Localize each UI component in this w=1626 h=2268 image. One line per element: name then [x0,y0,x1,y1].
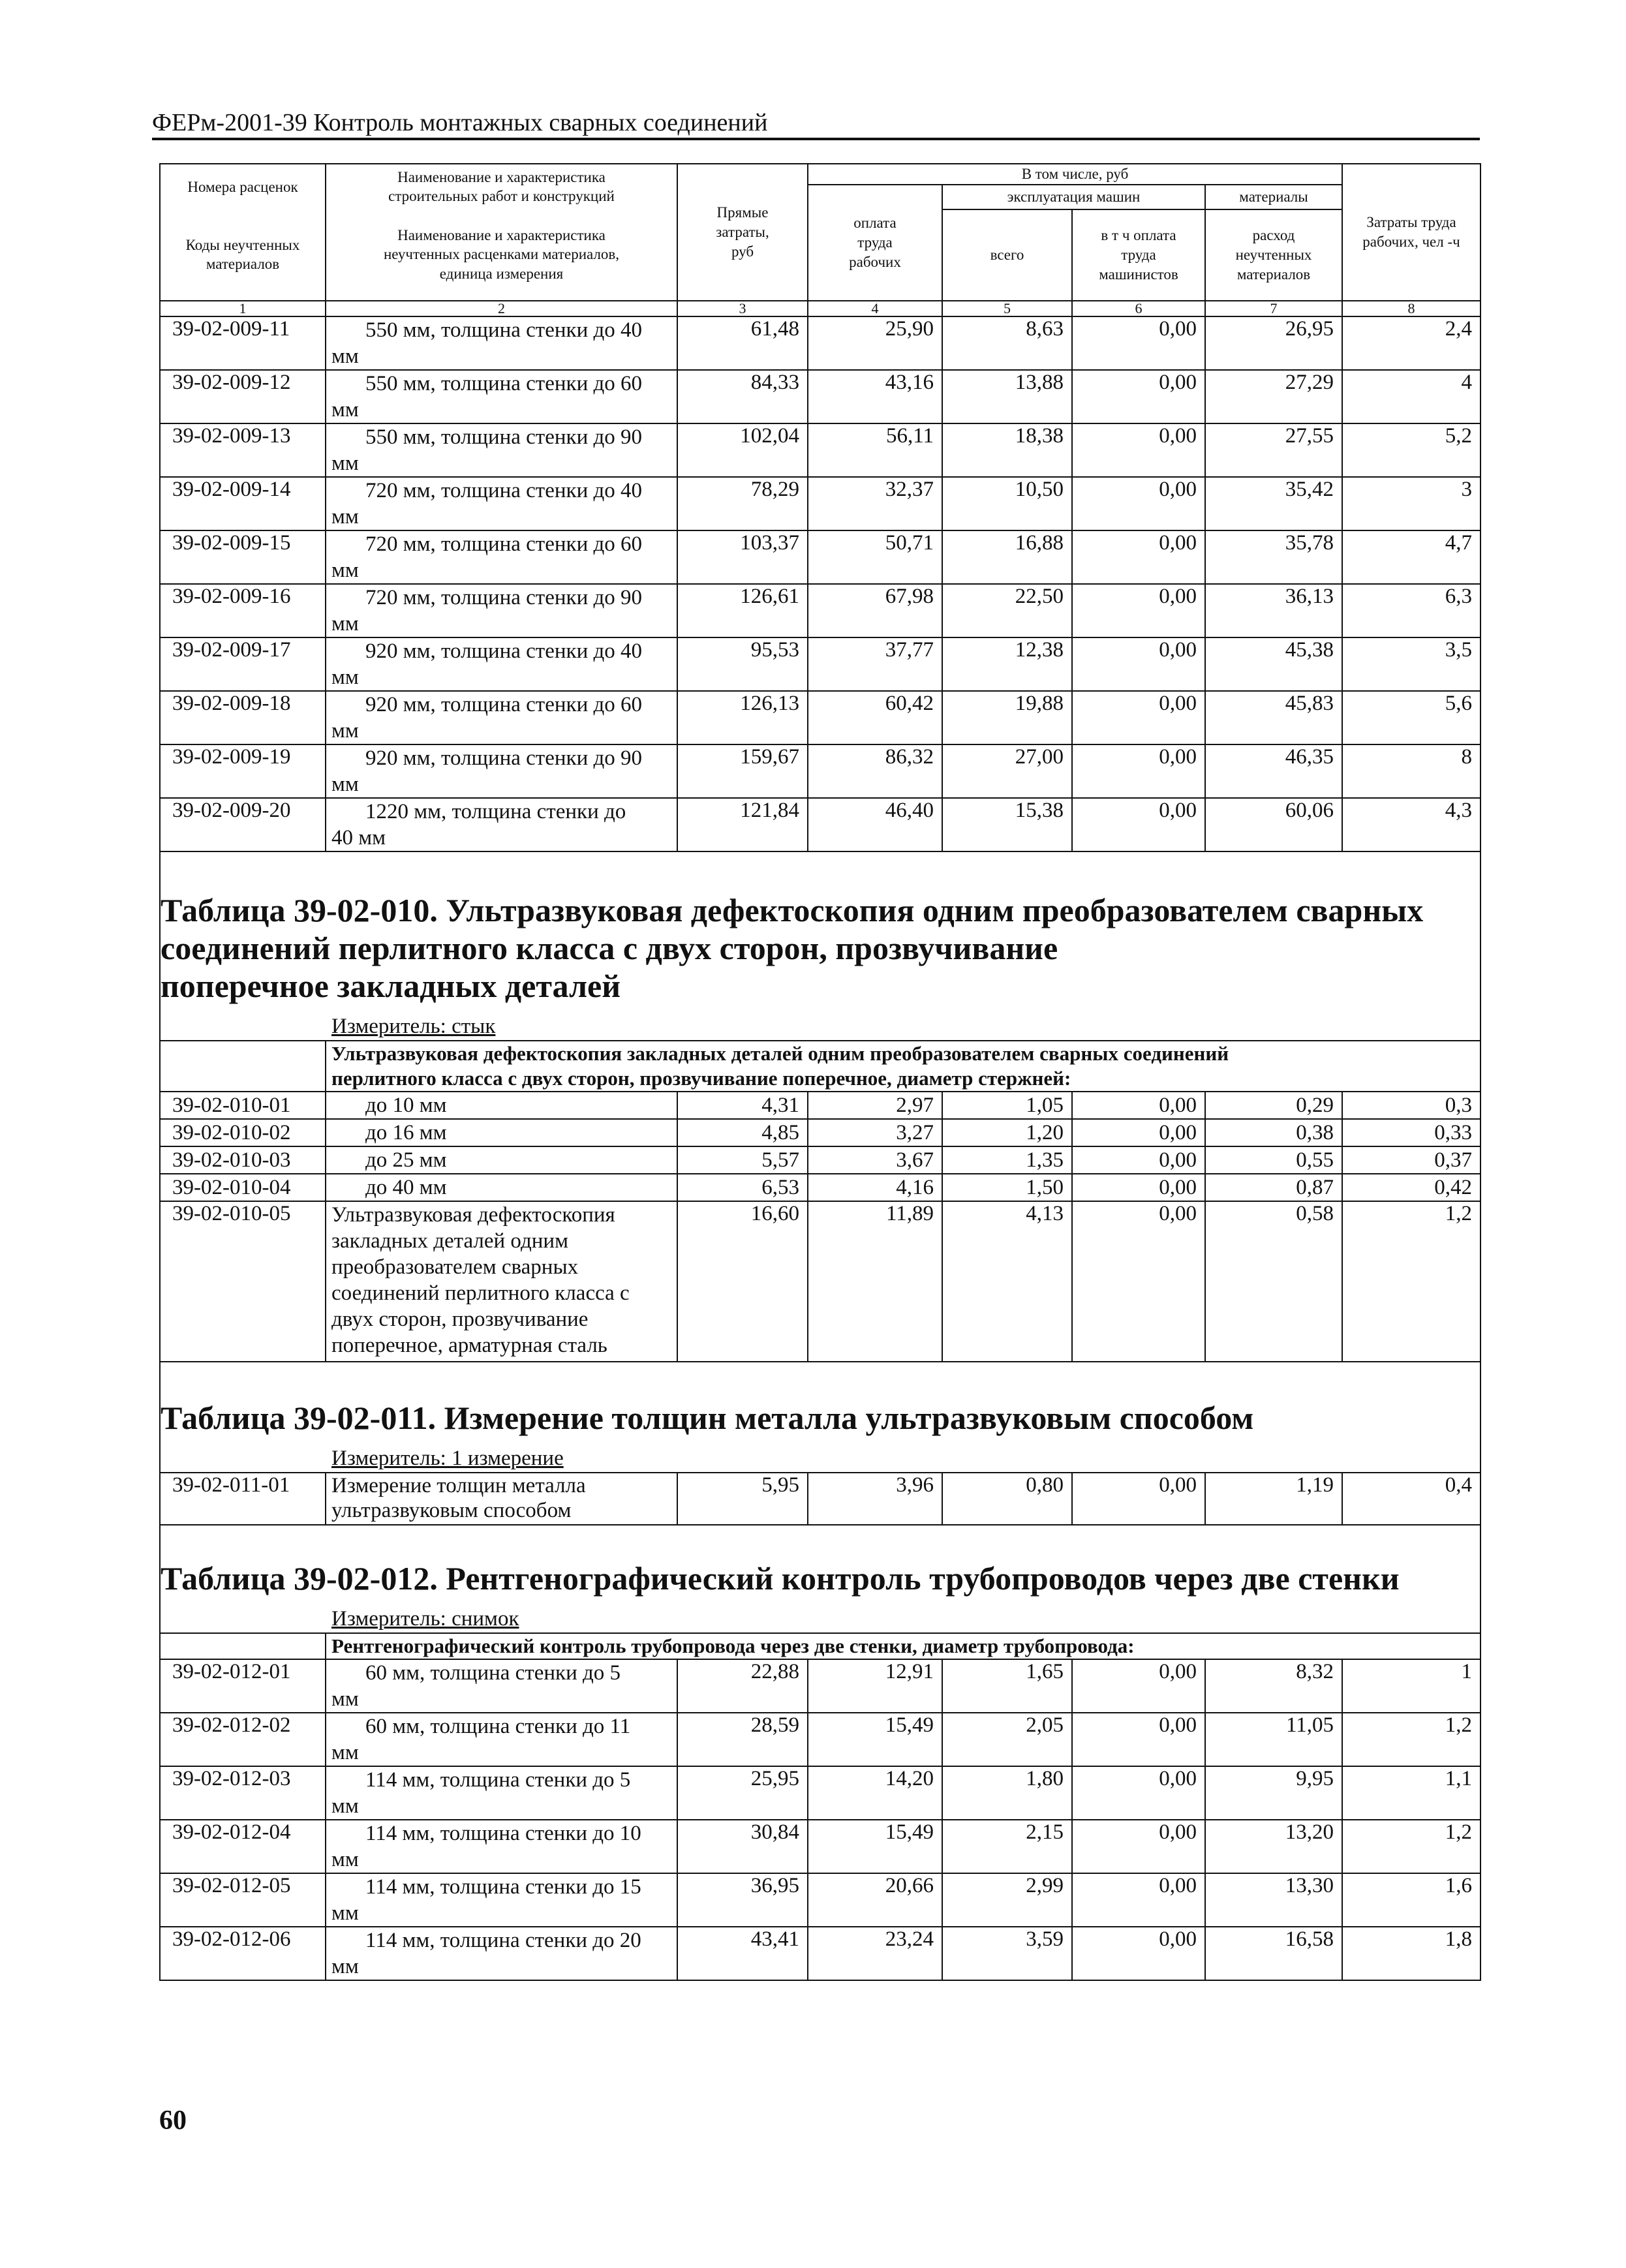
machines-total: 19,88 [942,691,1072,744]
materials-cost: 0,38 [1205,1119,1342,1146]
header-incl: В том числе, руб [808,164,1342,185]
table-row [160,1473,1480,1525]
labor-pay: 12,91 [808,1659,942,1713]
section-title: Таблица 39-02-011. Измерение толщин металла ультразвуковым способом [161,1399,1254,1436]
machinist-pay: 0,00 [1072,1766,1205,1820]
work-name [326,530,677,584]
section-title: Таблица 39-02-010. Ультразвуковая дефектоскопия одним преобразователем сварных [161,891,1424,928]
machinist-pay: 0,00 [1072,316,1205,370]
work-name-line: 1220 мм, толщина стенки до [365,799,626,823]
labor-pay: 60,42 [808,691,942,744]
direct-cost: 22,88 [677,1659,808,1713]
materials-cost: 0,87 [1205,1174,1342,1201]
rate-code: 39-02-009-16 [160,584,326,637]
direct-cost: 5,95 [677,1473,808,1525]
direct-cost: 28,59 [677,1713,808,1766]
table-row [160,691,1480,744]
labor-hours: 0,37 [1342,1146,1480,1174]
materials-cost: 60,06 [1205,798,1342,851]
table012-heading-row [160,1525,1480,1633]
work-name: до 16 мм [326,1119,677,1146]
labor-pay: 25,90 [808,316,942,370]
direct-cost: 30,84 [677,1820,808,1873]
machinist-pay: 0,00 [1072,744,1205,798]
table-row [160,423,1480,477]
machines-total: 10,50 [942,477,1072,530]
direct-cost: 16,60 [677,1201,808,1362]
labor-pay: 37,77 [808,637,942,691]
materials-cost: 0,29 [1205,1092,1342,1119]
work-name-line: мм [331,344,359,368]
materials-cost: 0,58 [1205,1201,1342,1362]
labor-pay: 15,49 [808,1713,942,1766]
rate-code: 39-02-012-05 [160,1873,326,1927]
machinist-pay: 0,00 [1072,1873,1205,1927]
machinist-pay: 0,00 [1072,1659,1205,1713]
labor-pay: 3,27 [808,1119,942,1146]
rate-code: 39-02-009-14 [160,477,326,530]
work-name-line: 720 мм, толщина стенки до 90 [365,585,643,609]
rate-code: 39-02-010-02 [160,1119,326,1146]
header-col5: всего [942,209,1072,301]
work-name [326,744,677,798]
labor-hours: 5,2 [1342,423,1480,477]
work-name: 114 мм, толщина стенки до 20 мм [326,1927,677,1980]
labor-pay: 23,24 [808,1927,942,1980]
machines-total: 1,35 [942,1146,1072,1174]
labor-pay: 32,37 [808,477,942,530]
machinist-pay: 0,00 [1072,1713,1205,1766]
rate-code: 39-02-012-04 [160,1820,326,1873]
header-col2-top: Наименование и характеристика строительных работ и конструкций [326,164,677,209]
header-col6: в т ч оплата труда машинистов [1072,209,1205,301]
machines-total: 2,15 [942,1820,1072,1873]
machines-total: 2,05 [942,1713,1072,1766]
table-row [160,1659,1480,1713]
subhead-line: Ультразвуковая дефектоскопия закладных деталей одним преобразователем сварных соединений [331,1041,1229,1065]
measure-unit: Измеритель: 1 измерение [331,1446,564,1470]
labor-pay: 67,98 [808,584,942,637]
direct-cost: 43,41 [677,1927,808,1980]
table-row [160,1873,1480,1927]
materials-cost: 13,20 [1205,1820,1342,1873]
labor-pay: 15,49 [808,1820,942,1873]
materials-cost: 35,78 [1205,530,1342,584]
table-row [160,1201,1480,1362]
machines-total: 13,88 [942,370,1072,423]
labor-hours: 0,3 [1342,1092,1480,1119]
rate-code: 39-02-010-04 [160,1174,326,1201]
machinist-pay: 0,00 [1072,1092,1205,1119]
subhead-line: Рентгенографический контроль трубопровода через две стенки, диаметр трубопровода: [331,1634,1135,1657]
materials-cost: 27,29 [1205,370,1342,423]
work-name-line: 40 мм [331,825,386,850]
machinist-pay: 0,00 [1072,477,1205,530]
machines-total: 2,99 [942,1873,1072,1927]
direct-cost: 61,48 [677,316,808,370]
table-row [160,1713,1480,1766]
direct-cost: 5,57 [677,1146,808,1174]
price-table [159,163,1480,1981]
labor-hours: 1,6 [1342,1873,1480,1927]
direct-cost: 102,04 [677,423,808,477]
col-number: 1 [160,301,326,316]
materials-cost: 13,30 [1205,1873,1342,1927]
machines-total: 27,00 [942,744,1072,798]
table010-subhead-row [160,1041,1480,1092]
work-name-line: 720 мм, толщина стенки до 40 [365,478,643,502]
labor-pay: 14,20 [808,1766,942,1820]
machines-total: 22,50 [942,584,1072,637]
machines-total: 3,59 [942,1927,1072,1980]
rate-code: 39-02-009-13 [160,423,326,477]
measure-unit: Измеритель: стык [331,1014,496,1038]
materials-cost: 45,38 [1205,637,1342,691]
machinist-pay: 0,00 [1072,1201,1205,1362]
work-name: 60 мм, толщина стенки до 11 мм [326,1713,677,1766]
section-title: Таблица 39-02-012. Рентгенографический контроль трубопроводов через две стенки [161,1559,1400,1597]
direct-cost: 4,85 [677,1119,808,1146]
header-col3: Прямые затраты, руб [677,164,808,301]
labor-hours: 8 [1342,744,1480,798]
labor-hours: 1,2 [1342,1820,1480,1873]
header-materials: материалы [1205,185,1342,209]
direct-cost: 126,13 [677,691,808,744]
machines-total: 1,80 [942,1766,1072,1820]
labor-pay: 46,40 [808,798,942,851]
work-name: Ультразвуковая дефектоскопия закладных деталей одним преобразователем сварных соединений перлитного класса с двух сторон, прозвучивание поперечное, арматурная сталь [326,1201,677,1362]
direct-cost: 84,33 [677,370,808,423]
labor-hours: 2,4 [1342,316,1480,370]
work-name-line: мм [331,504,359,529]
rate-code: 39-02-011-01 [160,1473,326,1525]
rate-code: 39-02-012-01 [160,1659,326,1713]
labor-hours: 5,6 [1342,691,1480,744]
machinist-pay: 0,00 [1072,798,1205,851]
labor-hours: 0,42 [1342,1174,1480,1201]
work-name: 114 мм, толщина стенки до 5 мм [326,1766,677,1820]
work-name: до 40 мм [326,1174,677,1201]
table010-heading-row [160,851,1480,1041]
labor-hours: 1 [1342,1659,1480,1713]
rate-code: 39-02-010-05 [160,1201,326,1362]
labor-pay: 56,11 [808,423,942,477]
machinist-pay: 0,00 [1072,370,1205,423]
labor-hours: 3,5 [1342,637,1480,691]
rate-code: 39-02-009-15 [160,530,326,584]
table-row [160,1092,1480,1119]
machinist-pay: 0,00 [1072,530,1205,584]
machinist-pay: 0,00 [1072,691,1205,744]
table-row [160,1146,1480,1174]
work-name-line: 550 мм, толщина стенки до 60 [365,371,643,395]
rate-code: 39-02-010-03 [160,1146,326,1174]
work-name [326,423,677,477]
machines-total: 16,88 [942,530,1072,584]
col-number: 3 [677,301,808,316]
table-row [160,637,1480,691]
materials-cost: 46,35 [1205,744,1342,798]
work-name [326,316,677,370]
col-number: 8 [1342,301,1480,316]
work-name: 114 мм, толщина стенки до 15 мм [326,1873,677,1927]
direct-cost: 103,37 [677,530,808,584]
work-name [326,637,677,691]
header-col1-bottom: Коды неучтенных материалов [160,209,326,301]
machinist-pay: 0,00 [1072,1473,1205,1525]
machinist-pay: 0,00 [1072,1820,1205,1873]
materials-cost: 45,83 [1205,691,1342,744]
rate-code: 39-02-012-03 [160,1766,326,1820]
table011-heading-row [160,1362,1480,1473]
materials-cost: 26,95 [1205,316,1342,370]
table-row [160,744,1480,798]
materials-cost: 9,95 [1205,1766,1342,1820]
rate-code: 39-02-009-18 [160,691,326,744]
labor-hours: 0,33 [1342,1119,1480,1146]
machines-total: 1,20 [942,1119,1072,1146]
header-exploit: эксплуатация машин [942,185,1205,209]
work-name [326,584,677,637]
machinist-pay: 0,00 [1072,1119,1205,1146]
col-number: 5 [942,301,1072,316]
machinist-pay: 0,00 [1072,423,1205,477]
header-col7: расход неучтенных материалов [1205,209,1342,301]
labor-hours: 4,3 [1342,798,1480,851]
materials-cost: 27,55 [1205,423,1342,477]
work-name: до 25 мм [326,1146,677,1174]
header-col2-bottom: Наименование и характеристика неучтенных расценками материалов, единица измерения [326,209,677,301]
labor-pay: 50,71 [808,530,942,584]
col-number: 6 [1072,301,1205,316]
rate-code: 39-02-012-06 [160,1927,326,1980]
labor-pay: 3,67 [808,1146,942,1174]
machines-total: 8,63 [942,316,1072,370]
rate-code: 39-02-010-01 [160,1092,326,1119]
col-number: 2 [326,301,677,316]
table-row [160,1766,1480,1820]
work-name: 60 мм, толщина стенки до 5 мм [326,1659,677,1713]
table-row [160,370,1480,423]
header-col1-top: Номера расценок [160,164,326,209]
machines-total: 0,80 [942,1473,1072,1525]
table-row [160,1820,1480,1873]
machines-total: 1,65 [942,1659,1072,1713]
col-number: 7 [1205,301,1342,316]
table-row [160,530,1480,584]
materials-cost: 1,19 [1205,1473,1342,1525]
work-name: до 10 мм [326,1092,677,1119]
work-name-line: мм [331,558,359,582]
table-row [160,584,1480,637]
header-col4: оплата труда рабочих [808,185,942,301]
section-title-line: соединений перлитного класса с двух сторон, прозвучивание [161,929,1058,966]
direct-cost: 95,53 [677,637,808,691]
materials-cost: 36,13 [1205,584,1342,637]
machines-total: 1,05 [942,1092,1072,1119]
labor-pay: 2,97 [808,1092,942,1119]
labor-hours: 4,7 [1342,530,1480,584]
labor-pay: 3,96 [808,1473,942,1525]
work-name [326,798,677,851]
labor-hours: 1,2 [1342,1713,1480,1766]
work-name-line: 920 мм, толщина стенки до 90 [365,746,643,770]
materials-cost: 11,05 [1205,1713,1342,1766]
direct-cost: 159,67 [677,744,808,798]
table-row [160,1174,1480,1201]
rate-code: 39-02-009-11 [160,316,326,370]
labor-hours: 0,4 [1342,1473,1480,1525]
work-name-line: мм [331,665,359,689]
machinist-pay: 0,00 [1072,1174,1205,1201]
machinist-pay: 0,00 [1072,1927,1205,1980]
subhead-line: перлитного класса с двух сторон, прозвучивание поперечное, диаметр стержней: [331,1066,1071,1090]
labor-pay: 43,16 [808,370,942,423]
labor-pay: 4,16 [808,1174,942,1201]
direct-cost: 121,84 [677,798,808,851]
machines-total: 18,38 [942,423,1072,477]
running-header: ФЕРм-2001-39 Контроль монтажных сварных соединений [152,109,768,136]
col-number: 4 [808,301,942,316]
machinist-pay: 0,00 [1072,637,1205,691]
machines-total: 4,13 [942,1201,1072,1362]
labor-hours: 1,8 [1342,1927,1480,1980]
header-col8: Затраты труда рабочих, чел -ч [1342,164,1480,301]
materials-cost: 0,55 [1205,1146,1342,1174]
labor-pay: 20,66 [808,1873,942,1927]
work-name-line: мм [331,611,359,636]
machines-total: 15,38 [942,798,1072,851]
direct-cost: 6,53 [677,1174,808,1201]
work-name [326,477,677,530]
table012-subhead-row [160,1633,1480,1659]
rate-code: 39-02-012-02 [160,1713,326,1766]
header-rule [152,138,1480,140]
work-name: 114 мм, толщина стенки до 10 мм [326,1820,677,1873]
materials-cost: 35,42 [1205,477,1342,530]
labor-pay: 11,89 [808,1201,942,1362]
work-name-line: 920 мм, толщина стенки до 60 [365,692,643,716]
table-row [160,477,1480,530]
labor-pay: 86,32 [808,744,942,798]
measure-unit: Измеритель: снимок [331,1606,519,1631]
work-name-line: 550 мм, толщина стенки до 40 [365,318,643,342]
materials-cost: 16,58 [1205,1927,1342,1980]
work-name-line: мм [331,772,359,796]
machinist-pay: 0,00 [1072,584,1205,637]
work-name [326,691,677,744]
labor-hours: 1,2 [1342,1201,1480,1362]
labor-hours: 3 [1342,477,1480,530]
table-row [160,316,1480,370]
direct-cost: 25,95 [677,1766,808,1820]
direct-cost: 126,61 [677,584,808,637]
work-name-line: 720 мм, толщина стенки до 60 [365,532,643,556]
machinist-pay: 0,00 [1072,1146,1205,1174]
direct-cost: 36,95 [677,1873,808,1927]
direct-cost: 78,29 [677,477,808,530]
work-name: Измерение толщин металла ультразвуковым способом [326,1473,677,1525]
work-name-line: мм [331,397,359,421]
work-name-line: мм [331,451,359,475]
labor-hours: 6,3 [1342,584,1480,637]
page-number: 60 [159,2106,187,2136]
direct-cost: 4,31 [677,1092,808,1119]
work-name-line: мм [331,718,359,743]
machines-total: 12,38 [942,637,1072,691]
rate-code: 39-02-009-19 [160,744,326,798]
table-row [160,1927,1480,1980]
section-title-line: поперечное закладных деталей [161,967,621,1004]
work-name-line: 920 мм, толщина стенки до 40 [365,639,643,663]
rate-code: 39-02-009-17 [160,637,326,691]
table-row [160,798,1480,851]
materials-cost: 8,32 [1205,1659,1342,1713]
block1-rows [160,316,1480,851]
rate-code: 39-02-009-12 [160,370,326,423]
work-name [326,370,677,423]
table-row [160,1119,1480,1146]
labor-hours: 1,1 [1342,1766,1480,1820]
machines-total: 1,50 [942,1174,1072,1201]
labor-hours: 4 [1342,370,1480,423]
rate-code: 39-02-009-20 [160,798,326,851]
work-name-line: 550 мм, толщина стенки до 90 [365,425,643,449]
